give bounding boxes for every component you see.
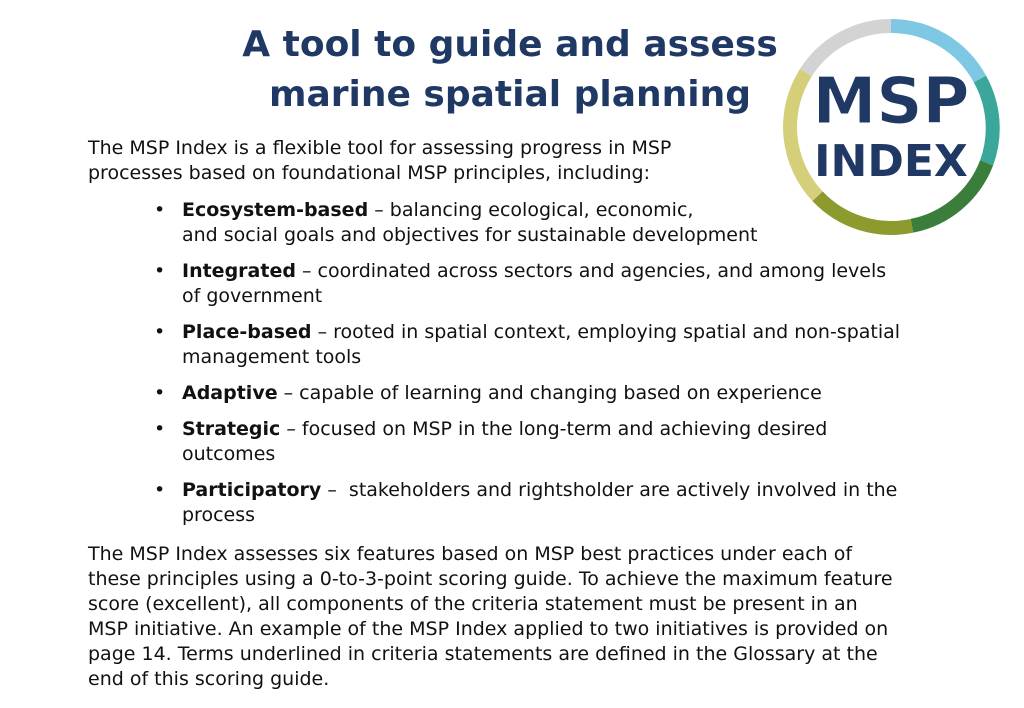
bullet-marker: •	[154, 260, 166, 282]
principle-term: Place-based	[182, 321, 312, 343]
list-item	[150, 417, 950, 467]
principle-term: Integrated	[182, 260, 296, 282]
principle-description: – coordinated across sectors and agencies, and among levels	[301, 260, 887, 282]
principle-description-cont: outcomes	[182, 443, 276, 465]
principle-description: – balancing ecological, economic,	[374, 199, 694, 221]
logo-word-index: INDEX	[814, 136, 968, 187]
principle-term: Participatory	[182, 479, 322, 501]
title-line-1: A tool to guide and assess	[242, 24, 778, 65]
page-title	[180, 20, 840, 120]
bullet-marker: •	[154, 418, 166, 440]
principle-description: – focused on MSP in the long-term and achieving desired	[286, 418, 828, 440]
principle-term: Ecosystem-based	[182, 199, 369, 221]
principle-description-cont: and social goals and objectives for sustainable development	[182, 224, 758, 246]
outro-line-4: MSP initiative. An example of the MSP Index applied to two initiatives is provided on	[88, 618, 889, 640]
outro-line-6: end of this scoring guide.	[88, 668, 330, 690]
list-item	[150, 478, 950, 528]
intro-line-1: The MSP Index is a flexible tool for assessing progress in MSP	[88, 137, 672, 159]
intro-line-2: processes based on foundational MSP principles, including:	[88, 162, 651, 184]
bullet-marker: •	[154, 321, 166, 343]
outro-line-2: these principles using a 0-to-3-point scoring guide. To achieve the maximum feature	[88, 568, 893, 590]
list-item	[150, 381, 950, 406]
principle-term: Adaptive	[182, 382, 278, 404]
principle-description-cont: process	[182, 504, 256, 526]
principle-description: – capable of learning and changing based on experience	[283, 382, 822, 404]
principle-description: – stakeholders and rightsholder are actively involved in the	[327, 479, 898, 501]
bullet-marker: •	[154, 479, 166, 501]
list-item	[150, 320, 950, 370]
outro-line-5: page 14. Terms underlined in criteria statements are defined in the Glossary at the	[88, 643, 878, 665]
bullet-marker: •	[154, 199, 166, 221]
principles-list	[150, 198, 950, 539]
list-item	[150, 198, 950, 248]
title-line-2: marine spatial planning	[268, 74, 752, 115]
principle-description-cont: of government	[182, 285, 323, 307]
principle-description: – rooted in spatial context, employing spatial and non-spatial	[317, 321, 901, 343]
bullet-marker: •	[154, 382, 166, 404]
principle-term: Strategic	[182, 418, 281, 440]
principle-description-cont: management tools	[182, 346, 362, 368]
outro-line-3: score (excellent), all components of the criteria statement must be present in an	[88, 593, 858, 615]
outro-line-1: The MSP Index assesses six features based on MSP best practices under each of	[88, 543, 853, 565]
list-item	[150, 259, 950, 309]
logo-word-msp: MSP	[812, 65, 970, 139]
outro-paragraph	[88, 542, 968, 692]
intro-paragraph	[88, 136, 748, 186]
